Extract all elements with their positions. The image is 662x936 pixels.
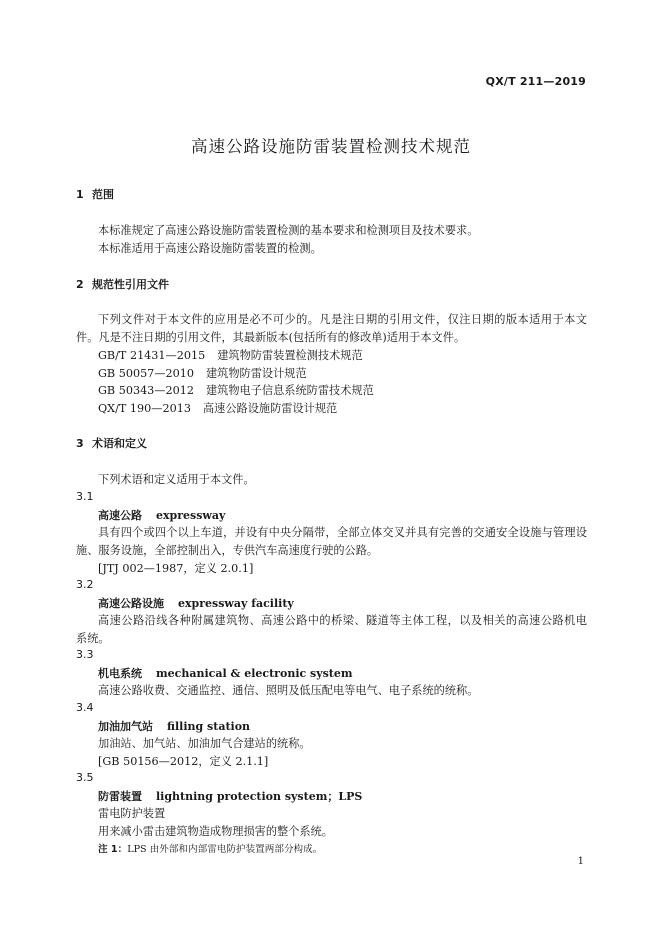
term-definition-line: 高速公路收费、交通监控、通信、照明及低压配电等电气、电子系统的统称。 [98,684,479,697]
term-definition-line: 加油站、加气站、加油加气合建站的统称。 [98,737,311,750]
section-number: 3 [76,437,84,450]
reference-title: 高速公路设施防雷设计规范 [202,402,338,415]
reference-item [98,365,307,381]
term-en: expressway [156,509,226,522]
reference-code: QX/T 190—2013 [98,402,191,415]
section-3-heading [76,435,147,451]
term-name [98,507,225,523]
paragraph: 本标准规定了高速公路设施防雷装置检测的基本要求和检测项目及技术要求。 [98,224,479,237]
reference-code: GB 50343—2012 [98,384,194,397]
term-definition-line: 施、服务设施，全部控制出入，专供汽车高速度行驶的公路。 [76,544,379,557]
document-code: QX/T 211—2019 [485,75,586,88]
term-zh: 防雷装置 [98,790,142,803]
paragraph-line: 下列文件对于本文件的应用是必不可少的。凡是注日期的引用文件，仅注日期的版本适用于本文 [98,313,587,326]
term-alternative: 雷电防护装置 [98,807,166,820]
reference-item [98,382,374,398]
term-en: mechanical & electronic system [156,667,353,680]
reference-title: 建筑物防雷设计规范 [205,367,307,380]
term-zh: 高速公路 [98,509,142,522]
section-title: 范围 [92,188,114,201]
section-2-heading [76,276,169,292]
note-label: 注 1： [98,844,128,855]
reference-title: 建筑物防雷装置检测技术规范 [217,349,363,362]
term-definition-line: 用来减小雷击建筑物造成物理损害的整个系统。 [98,825,333,838]
reference-title: 建筑物电子信息系统防雷技术规范 [205,384,374,397]
section-number: 2 [76,278,84,291]
paragraph: 本标准适用于高速公路设施防雷装置的检测。 [98,242,322,255]
term-source: [JTJ 002—1987，定义 2.0.1] [98,562,254,575]
term-number: 3.4 [76,701,94,714]
paragraph-line: 件。凡是不注日期的引用文件，其最新版本(包括所有的修改单)适用于本文件。 [76,331,466,344]
term-note [98,841,322,855]
term-number: 3.5 [76,771,94,784]
reference-code: GB/T 21431—2015 [98,349,206,362]
term-definition-line: 系统。 [76,632,110,645]
term-en: lightning protection system；LPS [156,790,363,803]
page-title: 高速公路设施防雷装置检测技术规范 [191,137,471,156]
term-en: filling station [167,720,251,733]
reference-code: GB 50057—2010 [98,367,194,380]
term-en: expressway facility [178,597,294,610]
page-number: 1 [577,856,584,867]
term-number: 3.2 [76,578,94,591]
term-number: 3.1 [76,490,94,503]
term-name [98,665,353,681]
term-name [98,595,294,611]
reference-item [98,400,337,416]
term-zh: 高速公路设施 [98,597,164,610]
section-title: 术语和定义 [92,437,147,450]
term-source: [GB 50156—2012，定义 2.1.1] [98,755,269,768]
note-text: LPS 由外部和内部雷电防护装置两部分构成。 [127,844,323,855]
section-1-heading [76,186,114,202]
term-number: 3.3 [76,648,94,661]
term-definition-line: 具有四个或四个以上车道，并设有中央分隔带，全部立体交叉并具有完善的交通安全设施与管理设 [98,526,587,539]
paragraph: 下列术语和定义适用于本文件。 [98,473,255,486]
term-definition-line: 高速公路沿线各种附属建筑物、高速公路中的桥梁、隧道等主体工程，以及相关的高速公路机电 [98,614,587,627]
reference-item [98,347,363,363]
term-zh: 机电系统 [98,667,142,680]
term-zh: 加油加气站 [98,720,153,733]
section-number: 1 [76,188,84,201]
term-name [98,718,250,734]
section-title: 规范性引用文件 [92,278,169,291]
term-name [98,788,362,804]
